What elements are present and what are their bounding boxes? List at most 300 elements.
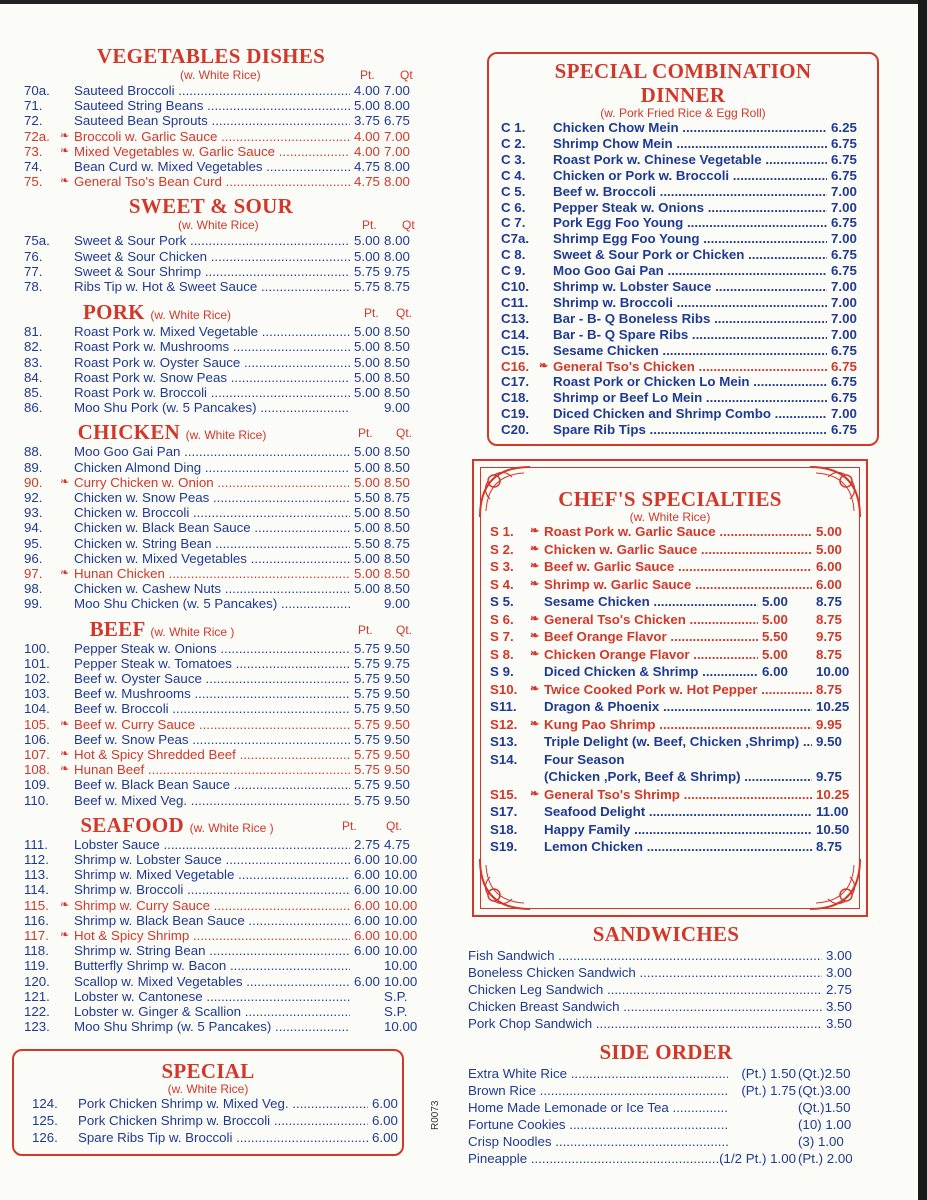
menu-item (499, 136, 861, 151)
price-quart: 9.50 (384, 731, 410, 747)
price-pint: 5.00 (354, 581, 380, 597)
price-quart: 10.00 (384, 958, 418, 974)
price-pint: 5.75 (354, 686, 380, 702)
menu-item (12, 732, 410, 747)
price-pint: 4.00 (354, 143, 380, 159)
price-quart: 6.75 (831, 390, 857, 406)
price-pint: 5.00 (354, 98, 380, 114)
price-quart: 10.00 (384, 943, 418, 959)
item-number: 103. (24, 686, 50, 702)
item-number: 84. (24, 369, 43, 385)
price-pint: 5.50 (762, 629, 788, 644)
menu-item (12, 596, 410, 611)
price-quart: 9.50 (384, 670, 410, 686)
price-pint: 5.00 (354, 459, 380, 475)
item-name: Chicken w. Broccoli ..... (74, 505, 350, 520)
item-number: C16. (501, 358, 530, 374)
item-name: Pepper Steak w. Onions ..... (553, 200, 827, 215)
price-quart: 4.75 (384, 836, 410, 852)
qt-header: Qt. (386, 818, 403, 833)
item-name: Beef w. Curry Sauce ..... (74, 717, 350, 732)
item-number: 92. (24, 489, 43, 505)
price-quart: 8.75 (816, 611, 842, 627)
item-name: Beef w. Oyster Sauce ..... (74, 671, 350, 686)
menu-item (12, 339, 410, 354)
hot-pepper-icon: ❧ (60, 763, 70, 776)
item-number: C 5. (501, 183, 526, 199)
menu-item (499, 279, 861, 294)
price-pint: 5.75 (354, 762, 380, 778)
price-quart: 6.00 (816, 576, 842, 592)
section-title: SIDE ORDER (599, 1040, 733, 1064)
item-name: Chicken Leg Sandwich ..... (468, 982, 822, 997)
menu-item (490, 542, 856, 557)
item-number: 96. (24, 550, 43, 566)
side-order-section (468, 1040, 864, 1167)
menu-item (499, 168, 861, 183)
menu-item (468, 1066, 864, 1081)
item-name: Pork Egg Foo Young ..... (553, 215, 827, 230)
price-quart: 6.75 (831, 263, 857, 279)
item-number: 110. (24, 792, 49, 808)
menu-item (499, 152, 861, 167)
item-name: Roast Pork w. Mushrooms ..... (74, 339, 350, 354)
menu-item (12, 686, 410, 701)
item-number: S 7. (490, 629, 514, 644)
price-quart: 7.00 (831, 183, 857, 199)
price-pint: 6.00 (354, 851, 380, 867)
section-note: (w. White Rice) (150, 308, 232, 323)
item-number: S 6. (490, 611, 514, 627)
price-pint: 4.75 (354, 174, 380, 190)
section-title: VEGETABLES DISHES (96, 44, 326, 68)
price-pint: (1/2 Pt.) 1.00 (719, 1150, 796, 1166)
section-subtitle: (w. White Rice) (167, 1082, 249, 1096)
price-quart: 10.00 (816, 664, 850, 679)
price-quart: 6.00 (372, 1130, 398, 1146)
menu-item (490, 647, 856, 662)
item-name: Roast Pork w. Broccoli ..... (74, 385, 350, 400)
item-number: S 5. (490, 594, 514, 609)
item-number: S13. (490, 734, 518, 749)
price-quart: 6.75 (831, 247, 857, 263)
sweet-sour-section (12, 194, 415, 294)
price-quart: 6.00 (816, 559, 842, 574)
item-number: 109. (24, 777, 50, 793)
item-list (12, 836, 418, 1035)
menu-item (490, 804, 856, 819)
item-name: Chicken w. Snow Peas ..... (74, 490, 350, 505)
menu-item (12, 536, 410, 551)
price-pint: 5.75 (354, 701, 380, 717)
hot-pepper-icon: ❧ (530, 787, 540, 800)
item-name: Beef w. Mixed Veg. ..... (74, 793, 350, 808)
item-number: 75a. (24, 233, 50, 249)
item-name: Shrimp w. Curry Sauce ..... (74, 898, 350, 913)
item-number: 106. (24, 731, 50, 747)
section-subtitle: (w. White Rice) (629, 510, 711, 524)
item-name: Shrimp w. Garlic Sauce ..... (544, 577, 812, 592)
item-name: Beef w. Mushrooms ..... (74, 686, 350, 701)
item-name: Pineapple ..... (468, 1151, 728, 1166)
price-quart: 9.50 (384, 746, 410, 762)
item-number: 125. (32, 1113, 58, 1129)
item-name: Home Made Lemonade or Ice Tea ..... (468, 1100, 728, 1115)
price-quart: 8.00 (384, 159, 410, 174)
price-quart: 6.75 (831, 342, 857, 358)
item-list (12, 83, 410, 189)
item-number: 118. (24, 943, 49, 959)
item-number: C 4. (501, 167, 526, 183)
price-pint: 5.75 (354, 792, 380, 808)
item-name: Shrimp w. Mixed Vegetable ..... (74, 867, 350, 882)
item-number: 117. (24, 927, 49, 943)
menu-item (12, 174, 410, 189)
item-number: 75. (24, 174, 43, 190)
menu-item (12, 656, 410, 671)
menu-item (499, 327, 861, 342)
item-number: 74. (24, 159, 43, 174)
menu-item (12, 98, 410, 113)
page-edge (918, 0, 927, 1200)
price-quart: 8.50 (384, 474, 410, 490)
price-pint: 6.00 (354, 943, 380, 959)
price-quart: 3.50 (826, 999, 852, 1014)
price-quart: (Qt.)3.00 (798, 1082, 851, 1098)
pt-header: Pt. (360, 68, 375, 82)
item-name: Roast Pork w. Oyster Sauce ..... (74, 355, 350, 370)
menu-item (12, 777, 410, 792)
special-box (12, 1049, 404, 1156)
item-name: Lemon Chicken ..... (544, 839, 812, 854)
price-quart: 9.50 (384, 716, 410, 732)
item-name: Beef w. Broccoli ..... (553, 184, 827, 199)
section-title: SPECIAL (161, 1059, 255, 1083)
item-number: C 9. (501, 263, 526, 279)
item-number: 85. (24, 384, 43, 400)
item-number: S18. (490, 821, 518, 837)
price-quart: 8.00 (384, 233, 410, 249)
menu-item (12, 83, 410, 98)
menu-item (12, 249, 410, 264)
price-pint: 5.75 (354, 670, 380, 686)
price-quart: 10.00 (384, 927, 418, 943)
item-number: S11. (490, 699, 517, 714)
menu-item (12, 324, 410, 339)
item-name: Shrimp or Beef Lo Mein ..... (553, 390, 827, 405)
sandwiches-section (468, 922, 864, 1033)
section-title: SEAFOOD (80, 812, 185, 837)
menu-item (12, 233, 410, 248)
price-quart: 9.50 (384, 686, 410, 702)
hot-pepper-icon: ❧ (60, 475, 70, 488)
price-pint: 5.00 (354, 474, 380, 490)
item-name: Roast Pork w. Snow Peas ..... (74, 370, 350, 385)
menu-item (12, 490, 410, 505)
hot-pepper-icon: ❧ (530, 630, 540, 642)
price-quart: 3.50 (826, 1016, 852, 1031)
item-number: S 1. (490, 524, 514, 539)
item-number: S10. (490, 681, 518, 697)
menu-item (490, 524, 856, 539)
menu-item (12, 671, 410, 686)
item-name: Shrimp w. Broccoli ..... (74, 882, 350, 897)
menu-item (468, 1134, 864, 1149)
price-pint: 5.75 (354, 263, 380, 279)
pt-header: Pt. (364, 306, 379, 321)
item-name: Shrimp w. Broccoli ..... (553, 295, 827, 310)
price-quart: 9.50 (384, 701, 410, 717)
item-name: Chicken w. Garlic Sauce ..... (544, 542, 812, 557)
price-quart: 8.75 (816, 681, 842, 697)
menu-item (12, 551, 410, 566)
section-subtitle: (w. White Rice) (180, 68, 261, 82)
menu-item (499, 422, 861, 437)
price-quart: 6.75 (831, 215, 857, 231)
item-number: 112. (24, 851, 49, 867)
hot-pepper-icon: ❧ (530, 612, 540, 625)
menu-item (499, 343, 861, 358)
vegetables-section (12, 44, 413, 190)
hot-pepper-icon: ❧ (530, 577, 540, 590)
menu-item (499, 184, 861, 199)
menu-item (490, 787, 856, 802)
price-quart: 9.50 (384, 777, 410, 793)
item-name: Chicken w. Black Bean Sauce ..... (74, 520, 350, 535)
item-number: 113. (24, 867, 49, 883)
price-quart: 8.75 (384, 535, 410, 551)
price-pint: 3.75 (354, 113, 380, 129)
price-quart: 7.00 (831, 279, 857, 294)
item-name: Sesame Chicken ..... (553, 343, 827, 358)
item-number: C7a. (501, 231, 530, 247)
item-name: Chicken w. Cashew Nuts ..... (74, 581, 350, 596)
hot-pepper-icon: ❧ (530, 560, 540, 572)
price-quart: 9.50 (816, 734, 842, 749)
menu-item (490, 752, 856, 767)
price-quart: 8.75 (816, 594, 842, 609)
item-number: 77. (24, 263, 43, 279)
price-quart: 9.75 (816, 769, 842, 784)
price-quart: 9.75 (384, 263, 410, 279)
price-pint: 5.00 (354, 339, 380, 355)
item-number: 124. (32, 1096, 58, 1111)
menu-item (12, 460, 410, 475)
price-pint: 5.75 (354, 777, 380, 793)
price-quart: 3.00 (826, 965, 852, 980)
hot-pepper-icon: ❧ (530, 647, 540, 660)
price-quart: 6.25 (831, 120, 857, 135)
item-number: C15. (501, 342, 530, 358)
price-pint: 5.50 (354, 489, 380, 505)
item-name: Pork Chop Sandwich ..... (468, 1016, 822, 1031)
item-name: Sesame Chicken ..... (544, 594, 758, 609)
item-list (12, 233, 410, 294)
item-name: Beef w. Garlic Sauce ..... (544, 559, 812, 574)
item-name: Shrimp w. Lobster Sauce ..... (74, 852, 350, 867)
item-name: Bar - B- Q Boneless Ribs ..... (553, 311, 827, 326)
price-pint: 5.50 (354, 535, 380, 551)
item-name: Shrimp w. String Bean ..... (74, 943, 350, 958)
item-number: 93. (24, 505, 43, 521)
ornament-icon (808, 857, 862, 911)
menu-item (468, 1117, 864, 1132)
menu-item (490, 769, 856, 784)
section-subtitle: (w. Pork Fried Rice & Egg Roll) (600, 106, 766, 120)
item-list (499, 120, 861, 438)
price-pint: 5.75 (354, 746, 380, 762)
seafood-section (12, 812, 418, 1035)
section-note: (w. White Rice ) (189, 820, 274, 835)
menu-item (12, 641, 410, 656)
item-name: Seafood Delight ..... (544, 804, 812, 819)
price-quart: S.P. (384, 1003, 408, 1019)
item-number: 94. (24, 520, 43, 536)
item-number: 89. (24, 459, 43, 475)
menu-item (499, 231, 861, 246)
item-number: C 1. (501, 120, 526, 135)
section-subtitle: (w. White Rice) (178, 218, 259, 233)
item-number: 105. (24, 716, 50, 732)
item-number: 101. (24, 655, 50, 671)
qt-header: Qt. (396, 306, 413, 321)
hot-pepper-icon: ❧ (60, 175, 70, 188)
menu-item (12, 851, 418, 867)
price-pint: 5.00 (354, 324, 380, 340)
section-title: CHEF'S SPECIALTIES (558, 487, 782, 511)
item-number: 86. (24, 400, 43, 416)
item-number: 120. (24, 973, 50, 989)
item-name: Crisp Noodles ..... (468, 1134, 728, 1149)
menu-item (12, 958, 418, 974)
price-quart: 3.00 (826, 948, 852, 963)
combination-box (487, 52, 879, 446)
price-quart: (10) 1.00 (798, 1116, 852, 1132)
price-quart: 8.75 (816, 646, 842, 662)
item-name: Chicken or Pork w. Broccoli ..... (553, 168, 827, 183)
price-pint: 6.00 (354, 912, 380, 928)
price-pint: 4.00 (354, 128, 380, 144)
menu-item (12, 867, 418, 883)
item-name: Sweet & Sour Chicken ..... (74, 249, 350, 264)
menu-item (12, 837, 410, 852)
item-number: S15. (490, 786, 518, 802)
price-quart: 10.50 (816, 821, 850, 837)
item-number: 116. (24, 912, 49, 928)
price-quart: 8.50 (384, 581, 410, 597)
item-number: 122. (24, 1003, 50, 1019)
section-title: BEEF (89, 616, 145, 641)
menu-item (22, 1130, 398, 1146)
price-pint: 2.75 (354, 836, 380, 852)
menu-item (499, 120, 861, 135)
item-name: Lobster w. Cantonese ..... (74, 989, 350, 1004)
item-name: Hot & Spicy Shredded Beef ..... (74, 747, 350, 762)
pork-section (12, 300, 413, 416)
item-number: S 9. (490, 664, 514, 679)
item-name: Hot & Spicy Shrimp ..... (74, 928, 350, 943)
item-name: Twice Cooked Pork w. Hot Pepper ..... (544, 682, 812, 697)
item-name: Bean Curd w. Mixed Vegetables ..... (74, 159, 350, 174)
item-number: C17. (501, 374, 530, 390)
price-pint: 5.75 (354, 640, 380, 656)
item-list (490, 524, 856, 857)
price-quart: 7.00 (384, 143, 410, 159)
price-quart: 2.75 (826, 982, 852, 997)
item-name: Fish Sandwich ..... (468, 948, 822, 963)
item-name: General Tso's Bean Curd ..... (74, 174, 350, 189)
price-pint: 5.00 (354, 354, 380, 370)
menu-item (12, 581, 410, 596)
price-quart: 9.50 (384, 762, 410, 778)
print-code: R0073 (430, 1100, 441, 1130)
hot-pepper-icon: ❧ (60, 129, 70, 142)
menu-item (12, 973, 418, 989)
item-number: 90. (24, 474, 43, 490)
price-quart: (Qt.)2.50 (798, 1066, 851, 1081)
price-quart: 6.75 (831, 374, 857, 390)
price-pint: 4.75 (354, 159, 380, 174)
price-pint: 6.00 (354, 973, 380, 989)
price-quart: 5.00 (816, 524, 842, 539)
item-name: Hunan Beef ..... (74, 762, 350, 777)
chef-specialties-frame (472, 459, 868, 917)
menu-item (12, 747, 410, 762)
price-quart: 10.25 (816, 699, 850, 714)
item-number: 99. (24, 596, 43, 612)
price-pint: 5.75 (354, 716, 380, 732)
item-name: Sweet & Sour Pork ..... (74, 233, 350, 248)
item-name: Pepper Steak w. Tomatoes ..... (74, 656, 350, 671)
item-name: Lobster Sauce ..... (74, 837, 350, 852)
price-pint: 5.00 (354, 505, 380, 521)
item-name: Chicken Orange Flavor ..... (544, 647, 758, 662)
qt-header: Qt. (396, 622, 413, 637)
price-quart: 8.75 (384, 489, 410, 505)
price-quart: 8.50 (384, 550, 410, 566)
price-quart: 7.00 (831, 310, 857, 326)
section-note: (w. White Rice) (185, 428, 267, 443)
hot-pepper-icon: ❧ (60, 566, 70, 579)
menu-item (499, 359, 861, 374)
menu-item (12, 264, 410, 279)
item-number: 107. (24, 746, 50, 762)
item-number: 78. (24, 278, 43, 294)
item-number: 97. (24, 565, 43, 581)
price-quart: 6.00 (372, 1113, 398, 1129)
item-name: Moo Shu Chicken (w. 5 Pancakes) ..... (74, 596, 350, 611)
hot-pepper-icon: ❧ (530, 542, 540, 555)
price-pint: 5.75 (354, 278, 380, 294)
item-name: Sweet & Sour Shrimp ..... (74, 264, 350, 279)
hot-pepper-icon: ❧ (60, 144, 70, 157)
price-quart: 7.00 (831, 326, 857, 342)
price-quart: 8.50 (384, 520, 410, 536)
price-pint: 6.00 (762, 664, 788, 679)
item-number: C13. (501, 310, 530, 326)
price-quart: 9.00 (384, 596, 410, 612)
price-quart: 6.75 (831, 358, 857, 374)
item-number: 100. (24, 640, 50, 656)
item-number: S 4. (490, 576, 514, 592)
price-pint: 5.00 (354, 384, 380, 400)
price-quart: 7.00 (384, 128, 410, 144)
menu-item (468, 965, 864, 980)
item-name: Triple Delight (w. Beef, Chicken ,Shrimp) ..... (544, 734, 812, 749)
section-title: SANDWICHES (592, 922, 740, 946)
item-name: Chicken Almond Ding ..... (74, 460, 350, 475)
item-list (12, 641, 410, 808)
